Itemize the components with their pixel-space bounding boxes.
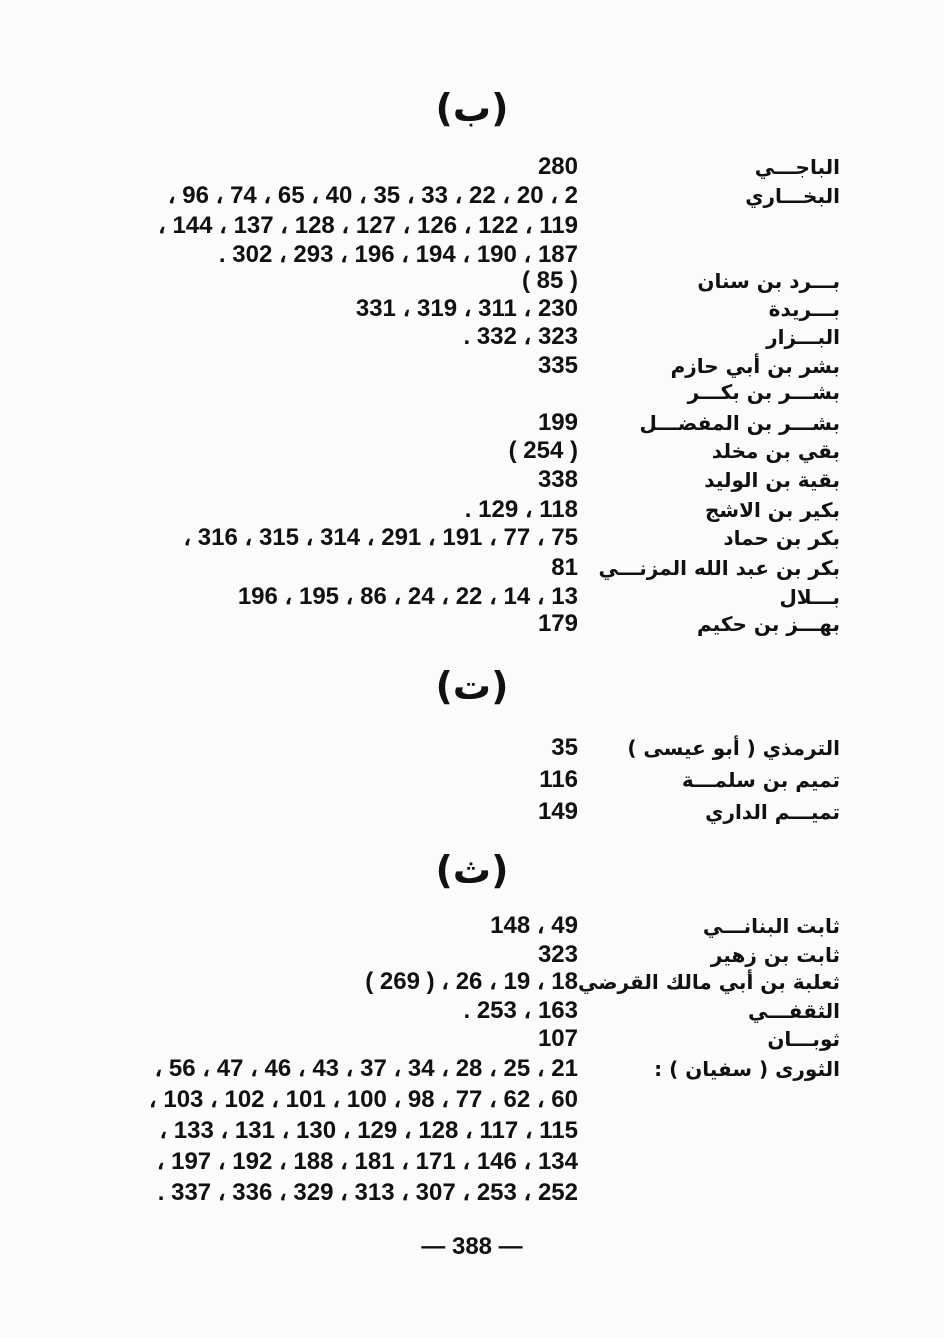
- index-entry: [0, 377, 944, 407]
- entry-pages: 115 ، 117 ، 128 ، 129 ، 130 ، 131 ، 133 ،: [159, 1117, 578, 1144]
- section-heading: (ث): [435, 848, 509, 892]
- index-entry: [0, 294, 944, 324]
- entry-pages: 118 ، 129 .: [464, 496, 578, 523]
- section-heading: (ب): [435, 86, 509, 130]
- index-entry: [0, 733, 944, 763]
- index-entry: [0, 495, 944, 525]
- entry-pages: 149: [537, 798, 578, 825]
- index-entry: [0, 797, 944, 827]
- index-entry: [0, 911, 944, 941]
- entry-name: البخـــاري: [745, 184, 840, 208]
- index-entry: [0, 1116, 944, 1146]
- entry-pages: 163 ، 253 .: [463, 997, 578, 1024]
- index-entry: [0, 765, 944, 795]
- entry-name: الثقفـــي: [747, 999, 840, 1023]
- entry-name: الترمذي ( أبو عيسى ): [627, 736, 840, 760]
- entry-pages: 60 ، 62 ، 77 ، 98 ، 100 ، 101 ، 102 ، 103 ،: [148, 1086, 578, 1113]
- entry-pages: 199: [537, 409, 578, 436]
- entry-pages: 335: [537, 352, 578, 379]
- index-entry: [0, 940, 944, 970]
- entry-pages: 323: [537, 941, 578, 968]
- index-entry: [0, 408, 944, 438]
- entry-pages: ( 254 ): [508, 437, 578, 464]
- entry-name: الثورى ( سفيان ) :: [654, 1057, 840, 1081]
- index-entry: [0, 609, 944, 639]
- index-entry: [0, 1147, 944, 1177]
- index-entry: [0, 436, 944, 466]
- entry-name: بـــريدة: [768, 297, 840, 321]
- entry-name: بشـــر بن المفضـــل: [639, 411, 840, 435]
- entry-pages: 252 ، 253 ، 307 ، 313 ، 329 ، 336 ، 337 .: [157, 1179, 578, 1206]
- entry-name: بـــلال: [779, 585, 840, 609]
- index-entry: [0, 152, 944, 182]
- entry-pages: 21 ، 25 ، 28 ، 34 ، 37 ، 43 ، 46 ، 47 ، 56 ،: [154, 1055, 578, 1082]
- entry-name: بكير بن الاشج: [704, 498, 840, 522]
- entry-pages: 49 ، 148: [490, 912, 578, 939]
- index-entry: [0, 181, 944, 211]
- index-entry: [0, 322, 944, 352]
- entry-name: بقية بن الوليد: [704, 468, 840, 492]
- index-entry: [0, 1085, 944, 1115]
- entry-pages: 179: [537, 610, 578, 637]
- entry-name: بكر بن حماد: [723, 526, 840, 550]
- entry-pages: 116: [539, 766, 578, 793]
- index-entry: [0, 465, 944, 495]
- index-entry: [0, 1054, 944, 1084]
- entry-name: بهـــز بن حكيم: [697, 612, 840, 636]
- entry-name: تميم بن سلمـــة: [681, 768, 840, 792]
- entry-name: ثابت بن زهير: [710, 943, 840, 967]
- entry-pages: 75 ، 77 ، 191 ، 291 ، 314 ، 315 ، 316 ،: [183, 524, 578, 551]
- index-entry: [0, 1024, 944, 1054]
- entry-pages: 81: [551, 554, 578, 581]
- entry-pages: 338: [537, 466, 578, 493]
- index-entry: [0, 553, 944, 583]
- entry-pages: 187 ، 190 ، 194 ، 196 ، 293 ، 302 .: [218, 241, 578, 268]
- entry-pages: 230 ، 311 ، 319 ، 331: [355, 295, 578, 322]
- entry-name: ثابت البنانـــي: [702, 914, 840, 938]
- entry-name: ثعلبة بن أبي مالك القرضي: [577, 970, 840, 994]
- page-number: — 388 —: [421, 1233, 523, 1260]
- entry-name: تميـــم الداري: [705, 800, 840, 824]
- entry-pages: 323 ، 332 .: [463, 323, 578, 350]
- entry-pages: 134 ، 146 ، 171 ، 181 ، 188 ، 192 ، 197 ،: [156, 1148, 578, 1175]
- section-heading: (ت): [435, 664, 509, 708]
- index-entry: [0, 211, 944, 241]
- entry-name: بشر بن أبي حازم: [670, 354, 840, 378]
- index-entry: [0, 582, 944, 612]
- entry-name: البـــزار: [766, 325, 840, 349]
- entry-pages: 2 ، 20 ، 22 ، 33 ، 35 ، 40 ، 65 ، 74 ، 96 ،: [167, 182, 578, 209]
- entry-pages: ( 85 ): [521, 267, 578, 294]
- index-entry: [0, 967, 944, 997]
- entry-pages: 280: [537, 153, 578, 180]
- entry-pages: 107: [537, 1025, 578, 1052]
- index-entry: [0, 996, 944, 1026]
- entry-pages: 119 ، 122 ، 126 ، 127 ، 128 ، 137 ، 144 ،: [158, 212, 578, 239]
- entry-pages: 18 ، 19 ، 26 ، ( 269 ): [365, 968, 578, 995]
- entry-pages: 35: [551, 734, 578, 761]
- entry-name: بقي بن مخلد: [711, 439, 840, 463]
- index-entry: [0, 266, 944, 296]
- entry-name: بكر بن عبد الله المزنـــي: [598, 556, 840, 580]
- entry-name: بشـــر بن بكـــر: [687, 380, 840, 404]
- index-entry: [0, 1178, 944, 1208]
- entry-name: الباجـــي: [754, 155, 840, 179]
- entry-pages: 13 ، 14 ، 22 ، 24 ، 86 ، 195 ، 196: [237, 583, 578, 610]
- index-entry: [0, 523, 944, 553]
- entry-name: بـــرد بن سنان: [697, 269, 840, 293]
- entry-name: ثوبـــان: [767, 1027, 840, 1051]
